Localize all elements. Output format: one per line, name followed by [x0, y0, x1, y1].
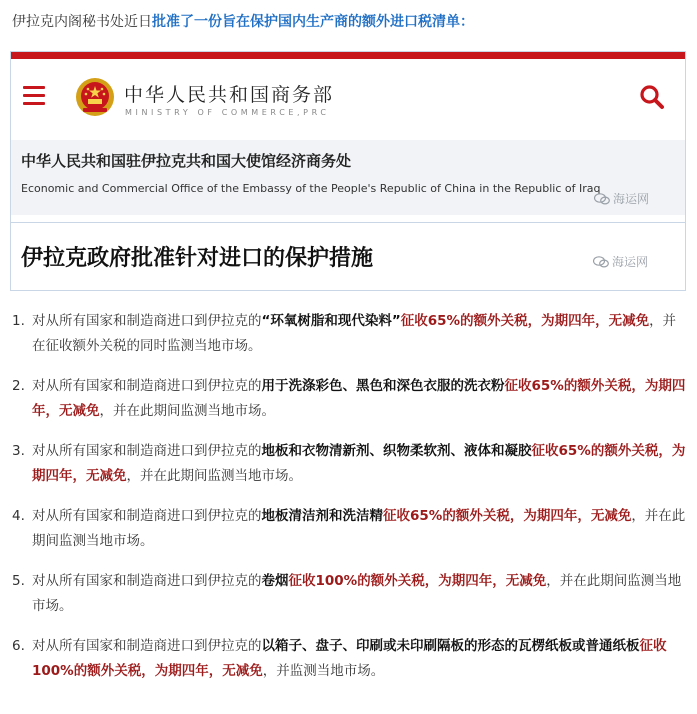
header-accent-bar: [11, 52, 685, 59]
item-number: 2.: [12, 378, 25, 394]
list-item: [0, 309, 697, 359]
item-prefix: 对从所有国家和制造商进口到伊拉克的: [32, 378, 262, 394]
item-number: 6.: [12, 638, 25, 654]
item-prefix: 对从所有国家和制造商进口到伊拉克的: [32, 313, 262, 329]
watermark: [593, 253, 648, 270]
watermark-text: 海运网: [612, 255, 649, 269]
intro-prefix: 伊拉克内阁秘书处近日: [12, 14, 152, 30]
item-prefix: 对从所有国家和制造商进口到伊拉克的: [32, 638, 262, 654]
intro-highlight: 批准了一份旨在保护国内生产商的额外进口税清单：: [152, 14, 474, 30]
office-name-cn: 中华人民共和国驻伊拉克共和国大使馆经济商务处: [21, 152, 352, 170]
item-prefix: 对从所有国家和制造商进口到伊拉克的: [32, 508, 262, 524]
item-suffix: ，并在此期间监测当地市场。: [32, 573, 682, 614]
tariff-list: [0, 309, 697, 699]
list-item: [0, 374, 697, 424]
item-product: “环氧树脂和现代染料”: [261, 313, 401, 329]
item-number: 4.: [12, 508, 25, 524]
list-item: [0, 504, 697, 554]
watermark-text: 海运网: [613, 192, 650, 206]
article-headline: 伊拉克政府批准针对进口的保护措施: [21, 246, 374, 271]
item-number: 3.: [12, 443, 25, 459]
item-tariff: 征收65%的额外关税，为期四年，无减免: [32, 378, 686, 419]
ministry-name-cn[interactable]: 中华人民共和国商务部: [124, 84, 335, 106]
ministry-name-en: MINISTRY OF COMMERCE,PRC: [125, 108, 330, 117]
item-tariff: 征收100%的额外关税，为期四年，无减免: [288, 573, 547, 589]
item-prefix: 对从所有国家和制造商进口到伊拉克的: [32, 443, 262, 459]
item-suffix: ，并在此期间监测当地市场。: [99, 403, 275, 419]
list-item: [0, 634, 697, 684]
item-product: 用于洗涤彩色、黑色和深色衣服的洗衣粉: [261, 378, 505, 394]
item-tariff: 征收65%的额外关税，为期四年，无减免: [32, 443, 686, 484]
intro-paragraph: [12, 12, 474, 32]
wechat-icon: [594, 193, 610, 205]
item-prefix: 对从所有国家和制造商进口到伊拉克的: [32, 573, 262, 589]
watermark: [594, 190, 649, 207]
search-icon[interactable]: [639, 84, 665, 110]
item-number: 5.: [12, 573, 25, 589]
item-product: 地板和衣物清新剂、织物柔软剂、液体和凝胶: [261, 443, 532, 459]
item-product: 以箱子、盘子、印刷或未印刷隔板的形态的瓦楞纸板或普通纸板: [261, 638, 640, 654]
item-tariff: 征收65%的额外关税，为期四年，无减免: [383, 508, 632, 524]
item-tariff: 征收65%的额外关税，为期四年，无减免: [400, 313, 650, 329]
item-suffix: ，并在此期间监测当地市场。: [126, 468, 302, 484]
office-name-en: Economic and Commercial Office of the Embassy of the People's Republic of China in the Republic of Iraq: [21, 182, 601, 195]
item-number: 1.: [12, 313, 25, 329]
item-suffix: ，并监测当地市场。: [262, 663, 385, 679]
item-product: 地板清洁剂和洗洁精: [261, 508, 383, 524]
wechat-icon: [593, 256, 609, 268]
list-item: [0, 439, 697, 489]
divider: [11, 222, 685, 223]
item-tariff: 征收100%的额外关税，为期四年，无减免: [32, 638, 667, 679]
menu-icon[interactable]: [23, 86, 45, 106]
item-suffix: ，并在征收额外关税的同时监测当地市场。: [32, 313, 677, 354]
national-emblem-icon: [75, 77, 115, 117]
item-suffix: ，并在此期间监测当地市场。: [32, 508, 686, 549]
item-product: 卷烟: [261, 573, 289, 589]
embedded-screenshot: [10, 51, 686, 291]
list-item: [0, 569, 697, 619]
